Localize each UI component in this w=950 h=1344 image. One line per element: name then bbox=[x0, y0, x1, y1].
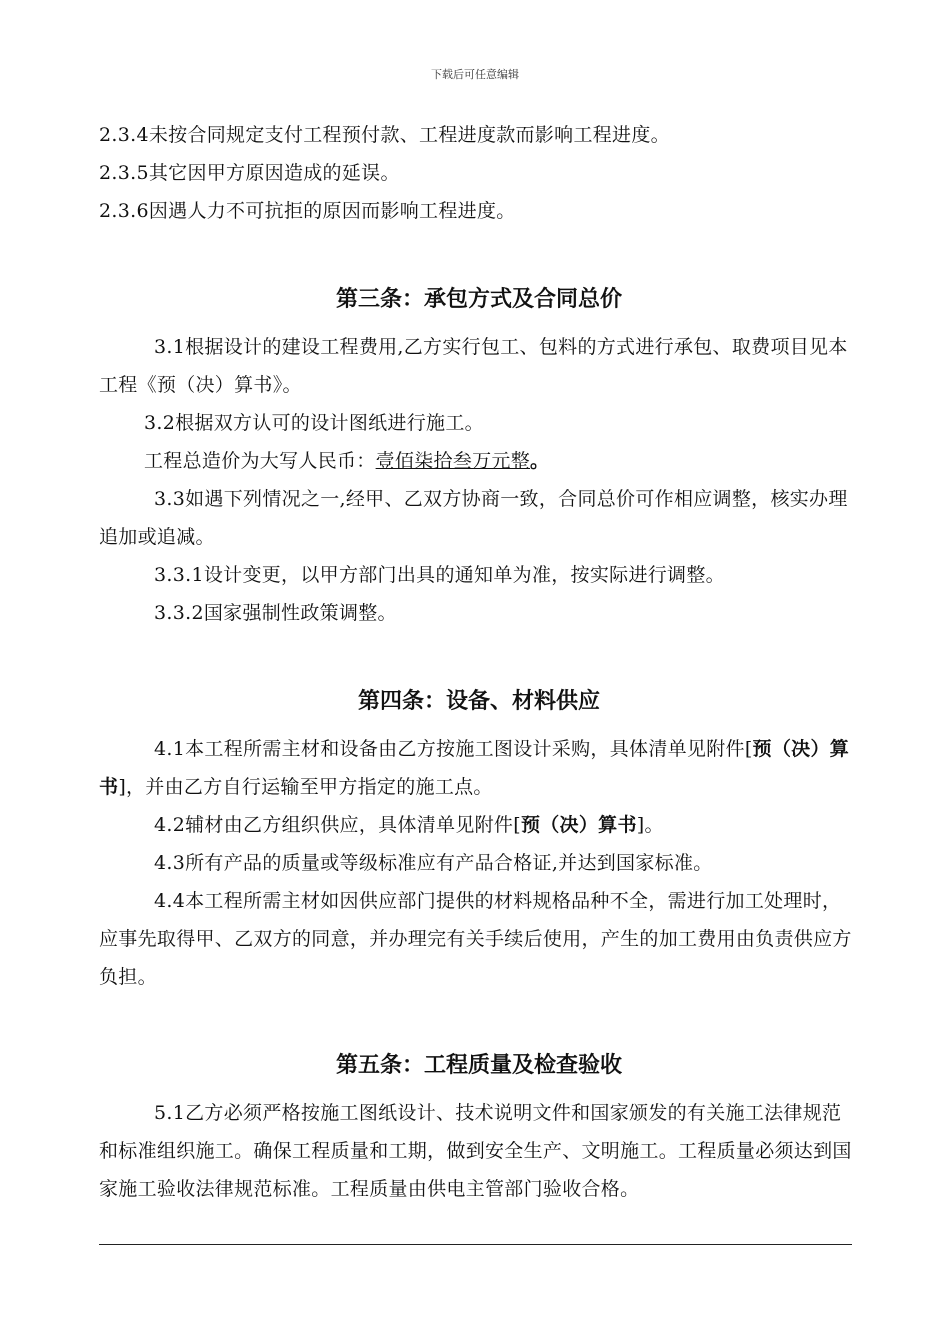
spacer bbox=[99, 320, 859, 328]
clause-4-1-rest: ]，并由乙方自行运输至甲方指定的施工点。 bbox=[118, 776, 493, 798]
spacer bbox=[99, 722, 859, 730]
clause-4-1 bbox=[99, 730, 859, 806]
clause-4-2-budget-ref: 预（决）算书 bbox=[520, 814, 637, 836]
total-price-line bbox=[99, 442, 859, 480]
clause-2-3-4: 2.3.4未按合同规定支付工程预付款、工程进度款而影响工程进度。 bbox=[99, 124, 670, 146]
clause-3-3: 3.3如遇下列情况之一,经甲、乙双方协商一致，合同总价可作相应调整，核实办理追加或追减。 bbox=[99, 488, 848, 548]
clause-4-3: 4.3所有产品的质量或等级标准应有产品合格证,并达到国家标准。 bbox=[154, 852, 713, 874]
clause-4-1-bracket: [ bbox=[744, 738, 753, 760]
page-header-note: 下载后可任意编辑 bbox=[431, 68, 519, 81]
section-4-title: 第四条：设备、材料供应 bbox=[357, 689, 600, 714]
clause-5-1: 5.1乙方必须严格按施工图纸设计、技术说明文件和国家颁发的有关施工法律规范和标准组织施工。确保工程质量和工期，做到安全生产、文明施工。工程质量必须达到国家施工验收法律规范标准。工程质量由供电主管部门验收合格。 bbox=[99, 1102, 852, 1200]
total-price-label: 工程总造价为大写人民币： bbox=[144, 450, 376, 472]
clause-4-2-text: 4.2辅材由乙方组织供应，具体清单见附件[ bbox=[154, 814, 521, 836]
total-price-end: 。 bbox=[530, 450, 550, 472]
spacer bbox=[99, 230, 859, 280]
clause-3-3-1: 3.3.1设计变更，以甲方部门出具的通知单为准，按实际进行调整。 bbox=[154, 564, 725, 586]
clause-4-2-rest: ]。 bbox=[636, 814, 664, 836]
clause-2-3-6: 2.3.6因遇人力不可抗拒的原因而影响工程进度。 bbox=[99, 200, 516, 222]
spacer bbox=[99, 632, 859, 682]
clause-4-1-text: 4.1本工程所需主材和设备由乙方按施工图设计采购，具体清单见附件 bbox=[154, 738, 745, 760]
clause-4-2 bbox=[99, 806, 859, 844]
clause-3-1: 3.1根据设计的建设工程费用,乙方实行包工、包料的方式进行承包、取费项目见本工程《预（决）算书》。 bbox=[99, 336, 848, 396]
total-price-amount: 壹佰柒拾叁万元整 bbox=[375, 450, 531, 472]
spacer bbox=[99, 996, 859, 1046]
clause-3-2: 3.2根据双方认可的设计图纸进行施工。 bbox=[144, 412, 484, 434]
footer-divider bbox=[99, 1244, 852, 1245]
clause-3-3-2: 3.3.2国家强制性政策调整。 bbox=[154, 602, 397, 624]
document-body bbox=[99, 116, 859, 1208]
clause-4-1-budget-ref: 预（决）算书 bbox=[99, 738, 850, 798]
section-3-title: 第三条：承包方式及合同总价 bbox=[335, 287, 622, 312]
spacer bbox=[99, 1086, 859, 1094]
section-5-title: 第五条：工程质量及检查验收 bbox=[335, 1053, 622, 1078]
clause-2-3-5: 2.3.5其它因甲方原因造成的延误。 bbox=[99, 162, 400, 184]
clause-4-4: 4.4本工程所需主材如因供应部门提供的材料规格品种不全，需进行加工处理时，应事先取得甲、乙双方的同意，并办理完有关手续后使用，产生的加工费用由负责供应方负担。 bbox=[99, 890, 852, 988]
